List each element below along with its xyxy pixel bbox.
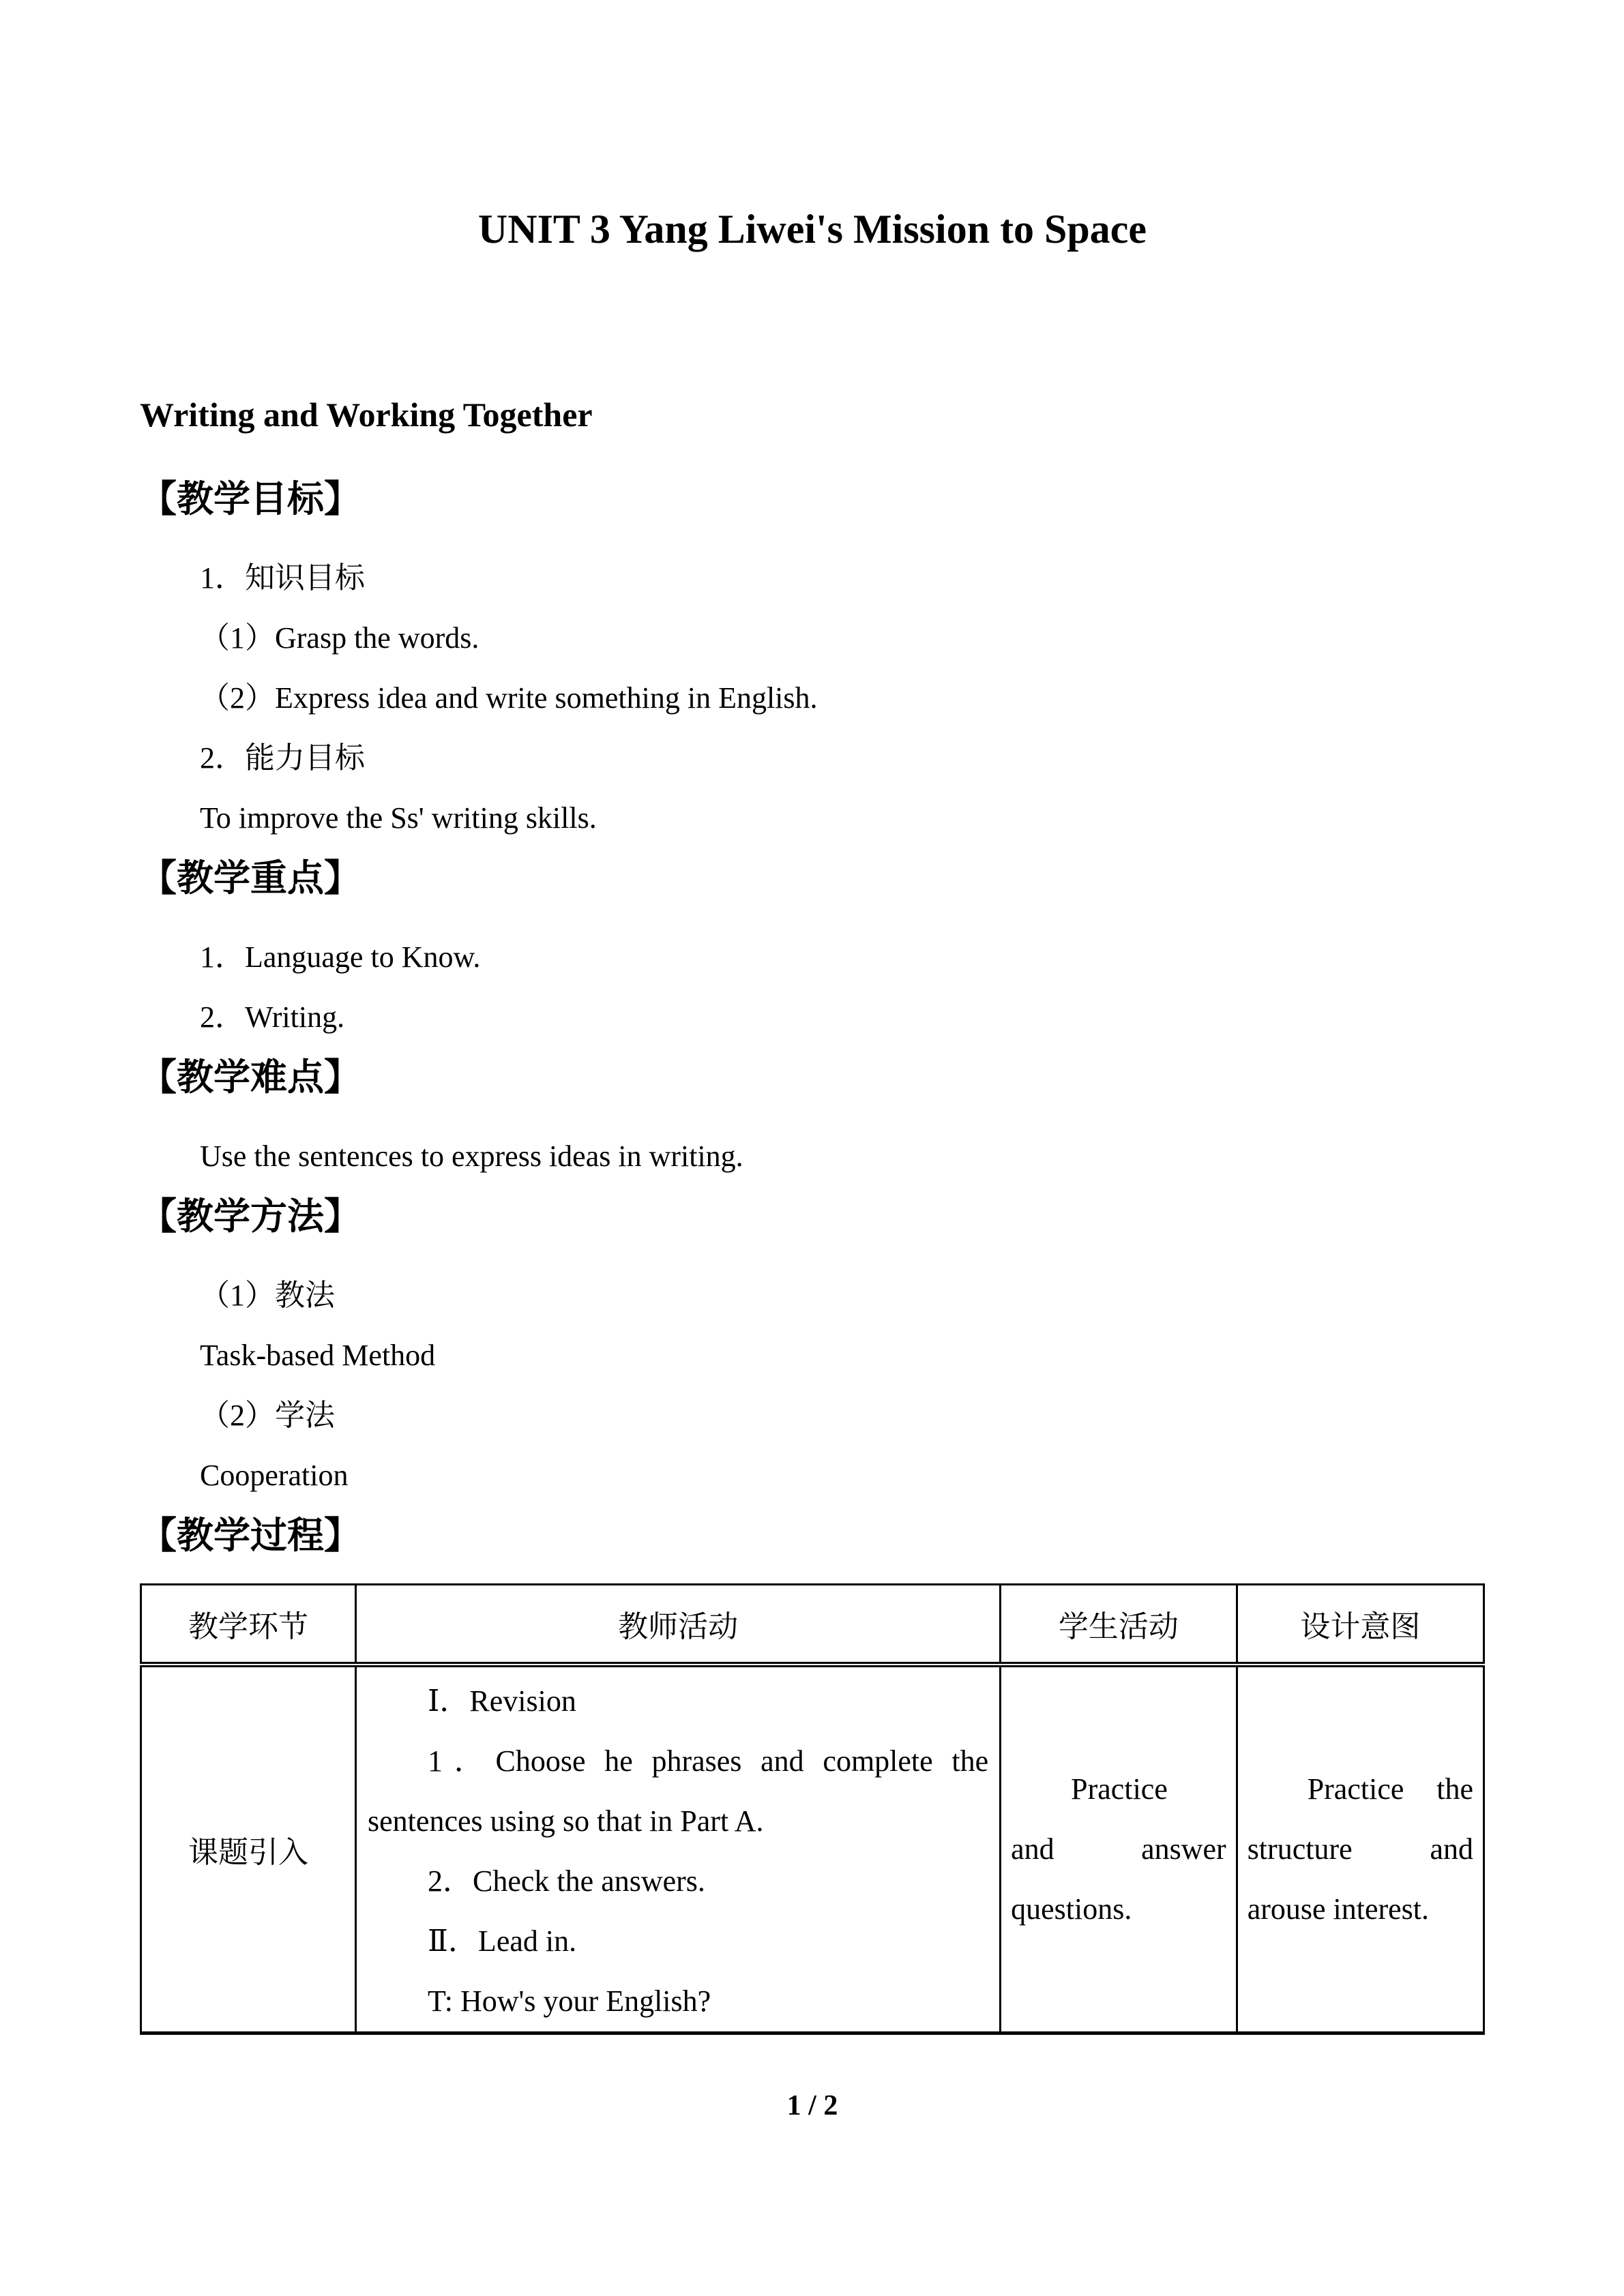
paragraph: 2．Writing. (200, 1000, 345, 1034)
column-header-teaching-stage: 教学环节 (141, 1585, 356, 1665)
teacher-activity-cell (356, 1665, 1001, 2033)
column-header-student-activity: 学生活动 (1001, 1585, 1237, 1665)
column-header-design-intent: 设计意图 (1237, 1585, 1483, 1665)
design-intent-line: structure and (1247, 1832, 1473, 1866)
section-heading-teaching-methods: 【教学方法】 (140, 1196, 361, 1237)
paragraph: 2．能力目标 (200, 741, 365, 775)
paragraph: （2）Express idea and write something in English. (200, 681, 818, 715)
stage-cell: 课题引入 (141, 1665, 356, 2033)
section-heading-teaching-objectives: 【教学目标】 (140, 479, 361, 520)
paragraph: Use the sentences to express ideas in writing. (200, 1139, 743, 1173)
table-header-row (141, 1585, 1484, 1665)
section-heading-teaching-difficult-points: 【教学难点】 (140, 1057, 361, 1098)
student-activity-line: questions. (1011, 1892, 1132, 1926)
design-intent-line: Practice the (1307, 1772, 1473, 1806)
column-header-teacher-activity: 教师活动 (356, 1585, 1001, 1665)
student-activity-line: Practice (1071, 1772, 1168, 1806)
paragraph: （1）教法 (200, 1279, 335, 1312)
document-title: UNIT 3 Yang Liwei's Mission to Space (477, 207, 1147, 252)
teacher-activity-line: sentences using so that in Part A. (368, 1804, 764, 1838)
table-row (141, 1665, 1484, 2033)
design-intent-cell (1237, 1665, 1483, 2033)
paragraph: 1．Language to Know. (200, 940, 481, 974)
paragraph: 1．知识目标 (200, 561, 365, 595)
student-activity-cell (1001, 1665, 1237, 2033)
teacher-activity-line: 2．Check the answers. (428, 1864, 705, 1898)
paragraph: （2）学法 (200, 1399, 335, 1432)
teacher-activity-line: 1．Choose he phrases and complete the (428, 1744, 989, 1778)
teacher-activity-line: Ⅱ．Lead in. (428, 1924, 577, 1958)
lesson-plan-table (140, 1583, 1485, 2035)
paragraph: To improve the Ss' writing skills. (200, 801, 597, 835)
design-intent-line: arouse interest. (1247, 1892, 1430, 1926)
section-heading-teaching-key-points: 【教学重点】 (140, 858, 361, 899)
page-number: 1 / 2 (786, 2090, 838, 2121)
teacher-activity-line: T: How's your English? (428, 1984, 711, 2018)
document-subtitle: Writing and Working Together (140, 396, 593, 434)
section-heading-teaching-process: 【教学过程】 (140, 1515, 361, 1556)
paragraph: （1）Grasp the words. (200, 621, 479, 655)
teacher-activity-line: Ⅰ．Revision (428, 1684, 576, 1718)
paragraph: Cooperation (200, 1459, 349, 1492)
student-activity-line: and answer (1011, 1832, 1226, 1866)
paragraph: Task-based Method (200, 1339, 436, 1372)
